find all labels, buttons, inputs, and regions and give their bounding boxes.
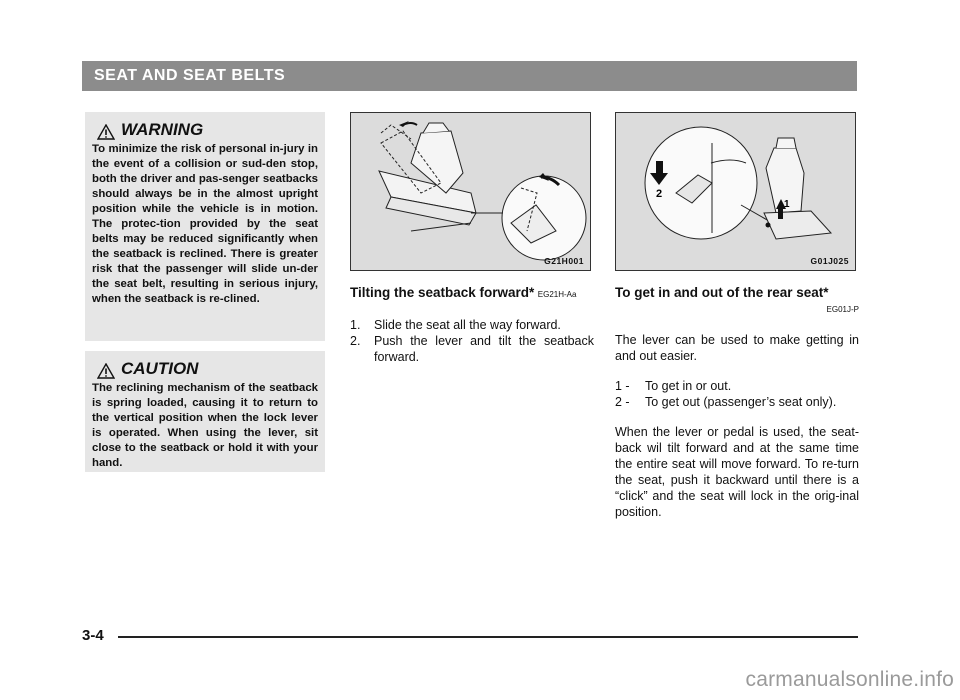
caution-box bbox=[85, 351, 325, 472]
tilting-section bbox=[350, 285, 594, 365]
figure2-label-2: 2 bbox=[656, 188, 663, 200]
tilting-title: Tilting the seatback forward* bbox=[350, 285, 535, 300]
rear-seat-note: When the lever or pedal is used, the seat-back wil tilt forward and at the same time the entire seat will move forward. To re-turn the seat, push it backward until there is a “click” and the seat will lock in the orig-inal position. bbox=[615, 425, 859, 519]
warning-text: To minimize the risk of personal in-jury in the event of a collision or sud-den stop, both the driver and pas-senger seatbacks should always be in the almost upright position while the vehicle is in motion. The protec-tion provided by the seat belts may be reduced significantly when the seatback is reclined. There is greater risk that the passenger will slide un-der the seat belt, resulting in serious injury, when the seatback is re-clined. bbox=[92, 143, 318, 305]
warning-header bbox=[91, 120, 319, 140]
seat-lever-drawing bbox=[616, 113, 856, 271]
step-number: 1. bbox=[350, 318, 361, 332]
section-header-bar bbox=[82, 61, 857, 91]
seat-tilt-drawing bbox=[351, 113, 591, 271]
step-text: Slide the seat all the way forward. bbox=[374, 318, 561, 332]
item-text: To get out (passenger’s seat only). bbox=[645, 395, 837, 409]
figure2-label-1: 1 bbox=[784, 199, 790, 210]
figure1-code: G21H001 bbox=[544, 256, 584, 266]
seatback-tilt-illustration bbox=[350, 112, 591, 271]
tilting-code: EG21H-Aa bbox=[537, 290, 577, 299]
rear-seat-access-illustration bbox=[615, 112, 856, 271]
item-text: To get in or out. bbox=[645, 379, 732, 393]
footer-divider bbox=[118, 636, 858, 638]
warning-title: WARNING bbox=[121, 120, 204, 139]
page-number: 3-4 bbox=[82, 627, 104, 644]
caution-text: The reclining mechanism of the seatback is spring loaded, causing it to return to the vertical position when the lock lever is operated. When using the lever, sit close to the seatback or hold it with your hand. bbox=[92, 382, 318, 469]
list-item bbox=[350, 333, 594, 365]
caution-triangle-icon bbox=[97, 363, 115, 379]
section-title: SEAT AND SEAT BELTS bbox=[94, 67, 286, 84]
caution-header bbox=[91, 359, 319, 379]
step-number: 2. bbox=[350, 334, 361, 348]
item-number: 1 - bbox=[615, 379, 630, 393]
list-item bbox=[615, 378, 859, 394]
caution-title: CAUTION bbox=[121, 359, 199, 378]
rear-seat-items bbox=[615, 378, 859, 410]
step-text: Push the lever and tilt the seatback forward. bbox=[374, 334, 594, 364]
tilting-steps bbox=[350, 317, 594, 365]
warning-box bbox=[85, 112, 325, 341]
rear-seat-title: To get in and out of the rear seat* bbox=[615, 285, 829, 300]
rear-seat-code: EG01J-P bbox=[826, 305, 859, 314]
list-item bbox=[615, 394, 859, 410]
rear-seat-section bbox=[615, 285, 859, 520]
warning-triangle-icon bbox=[97, 124, 115, 140]
list-item bbox=[350, 317, 594, 333]
item-number: 2 - bbox=[615, 395, 630, 409]
rear-seat-intro: The lever can be used to make getting in and out easier. bbox=[615, 333, 859, 363]
figure2-code: G01J025 bbox=[810, 256, 849, 266]
watermark: carmanualsonline.info bbox=[745, 668, 954, 691]
